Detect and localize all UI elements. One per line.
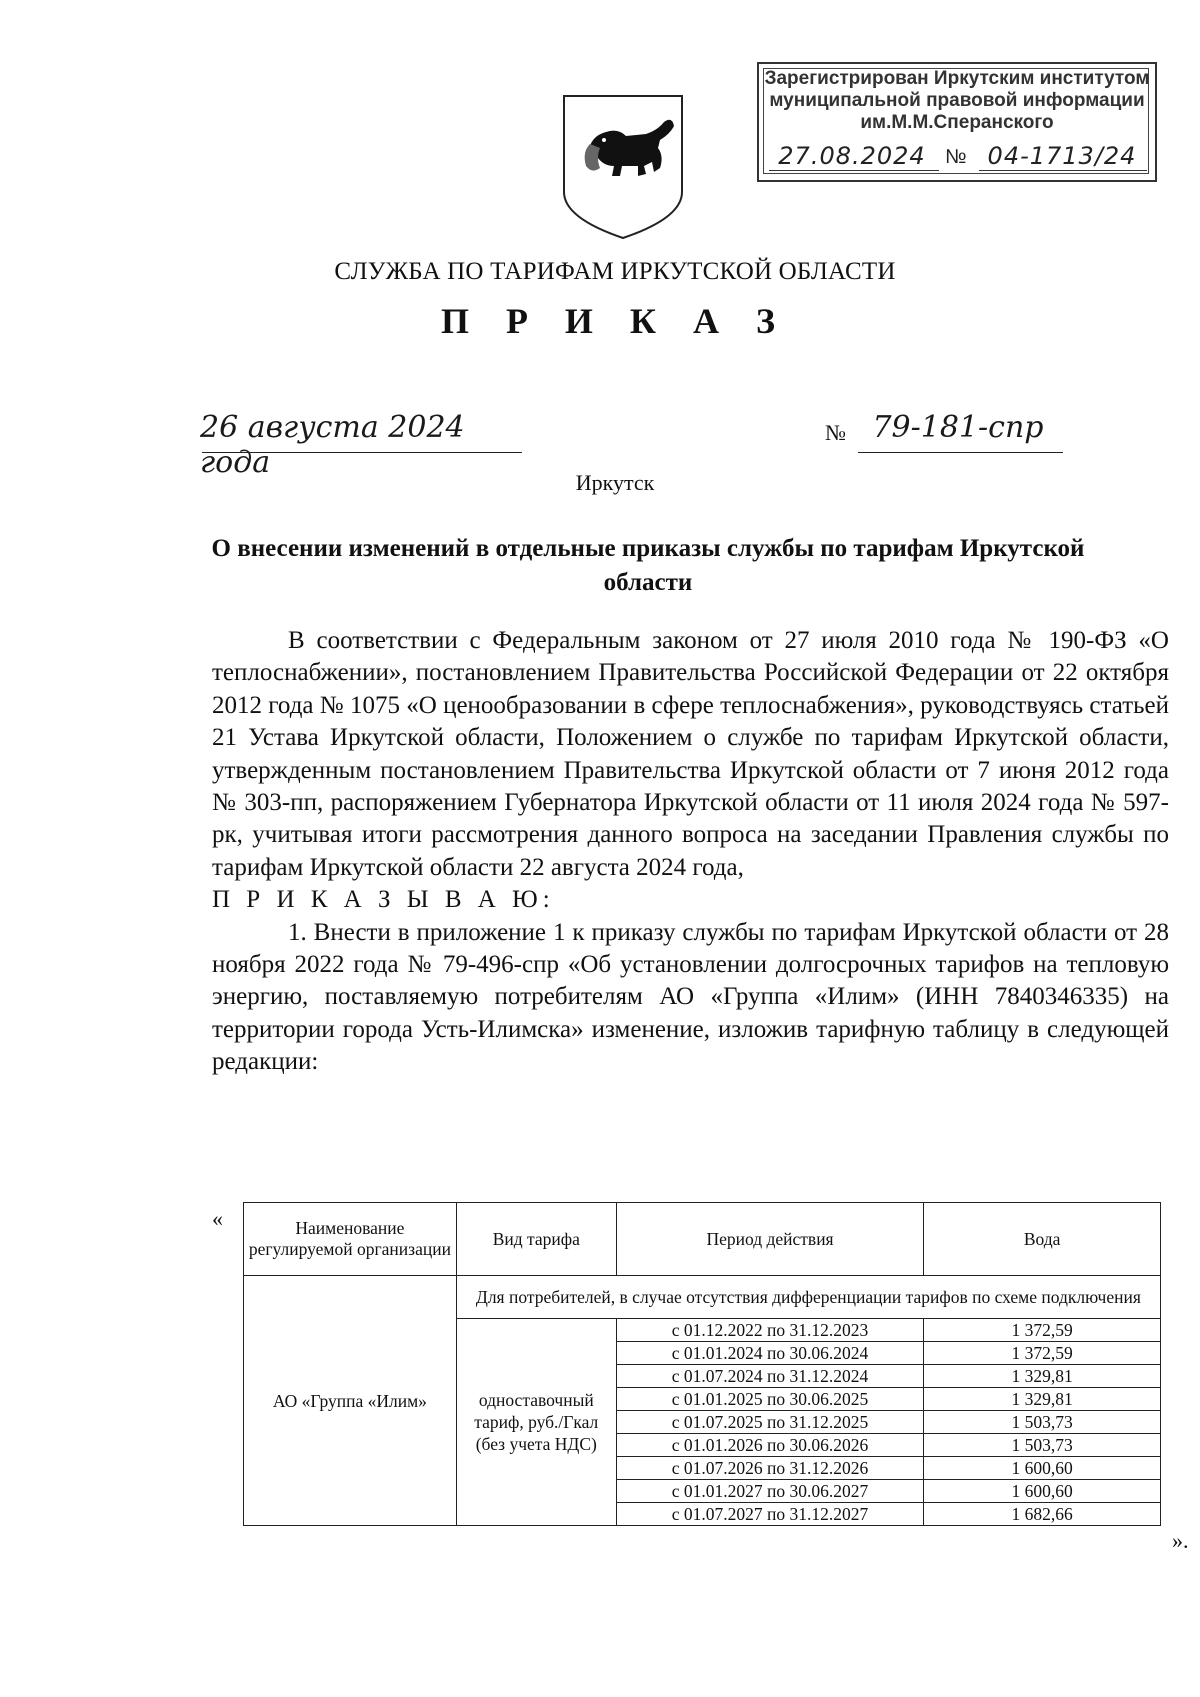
order-number-label: № <box>825 420 846 445</box>
stamp-number-underline <box>979 170 1147 171</box>
value-cell: 1 503,73 <box>924 1411 1161 1434</box>
period-cell: с 01.07.2025 по 31.12.2025 <box>616 1411 924 1434</box>
organization-name: СЛУЖБА ПО ТАРИФАМ ИРКУТСКОЙ ОБЛАСТИ <box>334 258 896 285</box>
tariff-type-cell: одноставочный тариф, руб./Гкал (без учета НДС) <box>456 1319 616 1526</box>
preamble-paragraph: В соответствии с Федеральным законом от 27 июля 2010 года № 190-ФЗ «О теплоснабжении», постановлением Правительства Российской Федерации от 22 октября 2012 года № 1075 «О ценообразовании в сфере теплоснабжения», руководствуясь статьей 21 Устава Иркутской области, Положением о службе по тарифам Иркутской области, утвержденным постановлением Правительства Иркутской области от 7 июня 2012 года № 303-пп, распоряжением Губернатора Иркутской области от 11 июля 2024 года № 597-рк, учитывая итоги рассмотрения данного вопроса на заседании Правления службы по тарифам Иркутской области 22 августа 2024 года, <box>212 627 1169 881</box>
value-cell: 1 372,59 <box>924 1319 1161 1342</box>
table-row <box>244 1276 1161 1319</box>
stamp-number: 04-1713/24 <box>987 142 1137 170</box>
stamp-line-2: муниципальной правовой информации <box>769 90 1145 111</box>
order-number-underline <box>858 452 1063 453</box>
tariff-table <box>243 1202 1161 1526</box>
prikazyvayu-heading: П Р И К А З Ы В А Ю: <box>212 886 555 914</box>
stamp-date-underline <box>769 170 939 171</box>
period-cell: с 01.07.2027 по 31.12.2027 <box>616 1503 924 1526</box>
document-title: О внесении изменений в отдельные приказы службы по тарифам Иркутской области <box>211 535 1085 596</box>
period-cell: с 01.01.2024 по 30.06.2024 <box>616 1342 924 1365</box>
header-organization: Наименование регулируемой организации <box>244 1203 457 1276</box>
organization-cell: АО «Группа «Илим» <box>244 1276 457 1526</box>
stamp-date: 27.08.2024 <box>778 142 926 170</box>
registration-stamp <box>757 62 1157 182</box>
item-1-paragraph: 1. Внести в приложение 1 к приказу службы по тарифам Иркутской области от 28 ноября 2022 года № 79-496-спр «Об установлении долгосрочных тарифов на тепловую энергию, поставляемую потребителям АО «Группа «Илим» (ИНН 7840346335) на территории города Усть-Илимска» изменение, изложив тарифную таблицу в следующей редакции: <box>212 918 1169 1076</box>
period-cell: с 01.07.2026 по 31.12.2026 <box>616 1457 924 1480</box>
period-cell: с 01.01.2025 по 30.06.2025 <box>616 1388 924 1411</box>
table-header-row <box>244 1203 1161 1276</box>
stamp-number-label: № <box>945 146 967 168</box>
irkutsk-coat-of-arms-icon <box>560 92 686 240</box>
table-close-quote: ». <box>1172 1528 1189 1553</box>
header-period: Период действия <box>616 1203 924 1276</box>
header-tariff-type: Вид тарифа <box>456 1203 616 1276</box>
document-type: П Р И К А З <box>440 301 790 341</box>
stamp-line-1: Зарегистрирован Иркутским институтом <box>764 68 1150 89</box>
table-open-quote: « <box>212 1206 223 1231</box>
value-cell: 1 682,66 <box>924 1503 1161 1526</box>
value-cell: 1 329,81 <box>924 1365 1161 1388</box>
document-body <box>212 625 1169 1079</box>
period-cell: с 01.07.2024 по 31.12.2024 <box>616 1365 924 1388</box>
order-number: 79-181-спр <box>872 410 1044 445</box>
order-date-underline <box>202 452 522 453</box>
period-cell: с 01.01.2027 по 30.06.2027 <box>616 1480 924 1503</box>
city: Иркутск <box>575 470 655 495</box>
period-cell: с 01.12.2022 по 31.12.2023 <box>616 1319 924 1342</box>
value-cell: 1 329,81 <box>924 1388 1161 1411</box>
header-water: Вода <box>924 1203 1161 1276</box>
value-cell: 1 372,59 <box>924 1342 1161 1365</box>
period-cell: с 01.01.2026 по 30.06.2026 <box>616 1434 924 1457</box>
consumer-note-cell: Для потребителей, в случае отсутствия дифференциации тарифов по схеме подключения <box>456 1276 1160 1319</box>
value-cell: 1 600,60 <box>924 1480 1161 1503</box>
stamp-line-3: им.М.М.Сперанского <box>860 112 1054 133</box>
value-cell: 1 503,73 <box>924 1434 1161 1457</box>
value-cell: 1 600,60 <box>924 1457 1161 1480</box>
order-date: 26 августа 2024 года <box>200 410 465 480</box>
